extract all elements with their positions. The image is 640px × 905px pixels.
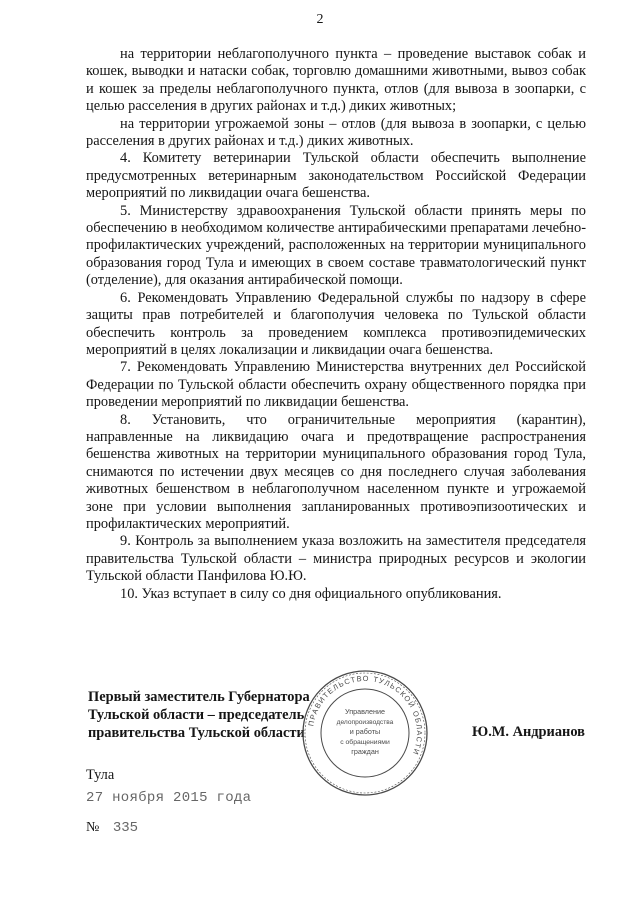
stamp-outer-text: ПРАВИТЕЛЬСТВО ТУЛЬСКОЙ ОБЛАСТИ xyxy=(306,673,425,757)
decree-number-row xyxy=(86,820,138,836)
signatory-title-line: Тульской области – председатель xyxy=(88,707,305,723)
official-stamp xyxy=(300,668,430,798)
signatory-title xyxy=(88,688,310,742)
signatory-name: Ю.М. Андрианов xyxy=(472,724,585,740)
paragraph: 5. Министерству здравоохранения Тульской области принять меры по обеспечению в необходимом количестве антирабическими препаратами лечебно-профилактических учреждений, расположенных на территории муниципального образования город Тула и имеющих в своем составе травматологический пункт (отделение), для оказания антирабической помощи. xyxy=(86,202,586,289)
decree-number: 335 xyxy=(112,820,139,836)
signatory-title-line: правительства Тульской области xyxy=(88,725,305,741)
number-sign: № xyxy=(86,820,100,835)
stamp-inner-line: граждан xyxy=(351,747,379,756)
page-number: 2 xyxy=(316,12,324,27)
stamp-inner-line: делопроизводства xyxy=(336,719,394,726)
paragraph: 10. Указ вступает в силу со дня официального опубликования. xyxy=(120,585,502,602)
paragraph: 7. Рекомендовать Управлению Министерства внутренних дел Российской Федерации по Тульской области обеспечить охрану общественного порядка при проведении мероприятий по ликвидации бешенства. xyxy=(86,359,586,411)
city: Тула xyxy=(86,767,115,783)
signatory-title-line: Первый заместитель Губернатора xyxy=(88,689,310,705)
paragraph: 6. Рекомендовать Управлению Федеральной службы по надзору в сфере защиты прав потребителей и благополучия человека по Тульской области обеспечить контроль за проведением комплекса противоэпидемических мероприятий в целях локализации и ликвидации очага бешенства. xyxy=(86,289,586,358)
stamp-inner-line: Управление xyxy=(345,707,385,716)
paragraph: 8. Установить, что ограничительные мероприятия (карантин), направленные на ликвидацию очага и предотвращение распространения бешенства животных на территории муниципального образования город Тула, снимаются по истечении двух месяцев со дня последнего случая заболевания животных бешенством в неблагополучном населенном пункте и угрожаемой зоне при условии выполнения запланированных противоэпизоотических и профилактических мероприятий. xyxy=(86,411,586,532)
decree-date: 27 ноября 2015 года xyxy=(86,790,252,806)
paragraph: на территории неблагополучного пункта – проведение выставок собак и кошек, выводки и натаски собак, торговлю домашними животными, вывоз собак и кошек за пределы неблагополучного пункта, отлов (для вывоза в зоопарки, с целью расселения в других районах и т.д.) диких животных; xyxy=(86,46,586,115)
paragraph: 4. Комитету ветеринарии Тульской области обеспечить выполнение предусмотренных ветеринарным законодательством Российской Федерации мероприятий по ликвидации очага бешенства. xyxy=(86,150,586,202)
paragraph: на территории угрожаемой зоны – отлов (для вывоза в зоопарки, с целью расселения в других районах и т.д.) диких животных. xyxy=(86,115,586,150)
stamp-inner-line: и работы xyxy=(349,727,381,736)
stamp-seal xyxy=(300,668,430,798)
decree-body xyxy=(86,46,586,603)
paragraph: 9. Контроль за выполнением указа возложить на заместителя председателя правительства Тульской области – министра природных ресурсов и экологии Тульской области Панфилова Ю.Ю. xyxy=(86,533,586,585)
stamp-inner-line: с обращениями xyxy=(340,739,390,746)
